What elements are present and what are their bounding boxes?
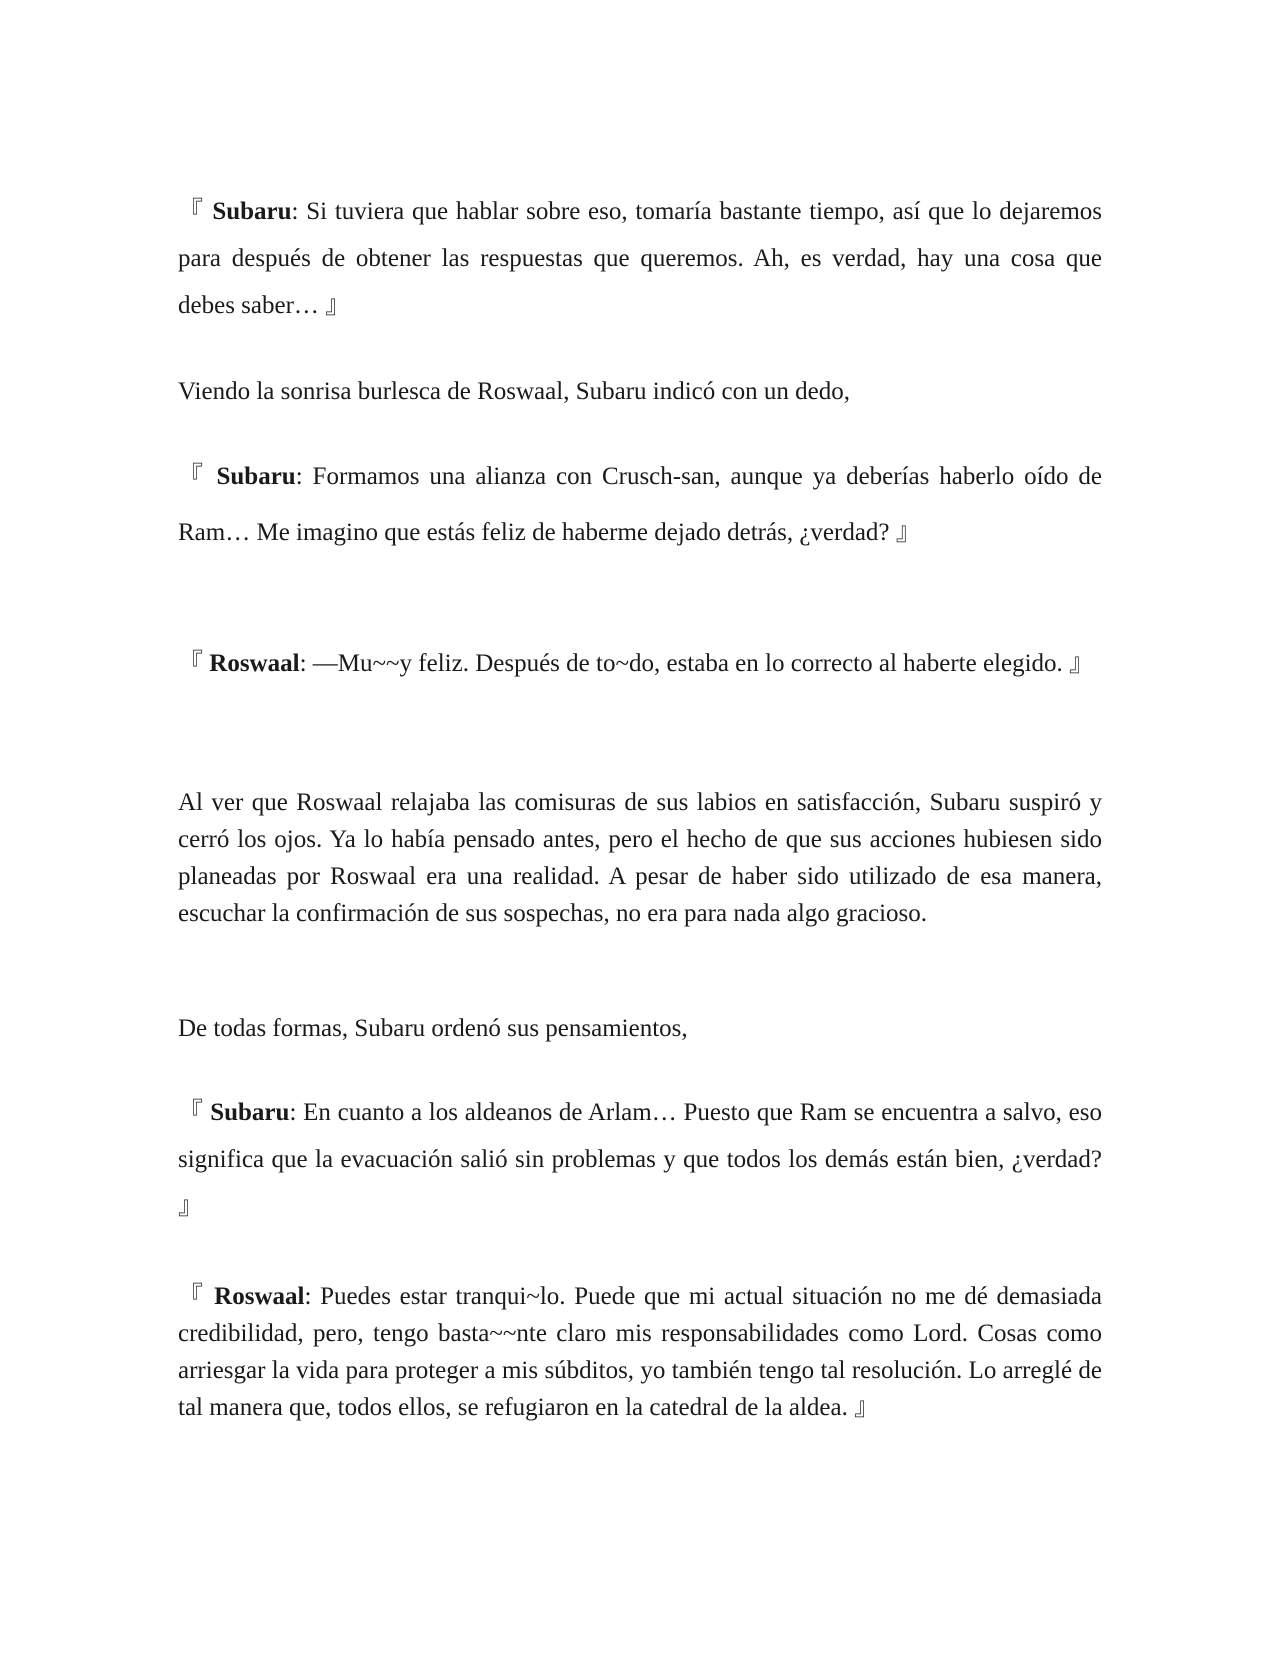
close-quote-bracket: 』: [895, 519, 921, 546]
dialogue-text: : En cuanto a los aldeanos de Arlam… Puesto que Ram se encuentra a salvo, eso significa que la evacuación salió sin problemas y que todos los demás están bien, ¿verdad?: [178, 1099, 1102, 1173]
dialogue-paragraph: [178, 1278, 1102, 1426]
close-quote-bracket: 』: [1069, 650, 1095, 677]
dialogue-paragraph: [178, 636, 1102, 692]
narration-text: Viendo la sonrisa burlesca de Roswaal, Subaru indicó con un dedo,: [178, 378, 850, 405]
speaker-name: Roswaal: [214, 1283, 305, 1310]
dialogue-paragraph: [178, 1089, 1102, 1230]
close-quote-bracket: 』: [854, 1394, 880, 1421]
open-quote-bracket: 『: [178, 1283, 206, 1310]
dialogue-text: : —Mu~~y feliz. Después de to~do, estaba en lo correcto al haberte elegido.: [299, 650, 1070, 677]
speaker-name: Subaru: [212, 198, 292, 225]
dialogue-paragraph: [178, 449, 1102, 561]
speaker-name: Subaru: [210, 1099, 290, 1126]
open-quote-bracket: 『: [178, 198, 205, 225]
speaker-name: Roswaal: [209, 650, 300, 677]
open-quote-bracket: 『: [178, 1099, 204, 1126]
narration-paragraph: [178, 784, 1102, 932]
dialogue-text: : Formamos una alianza con Crusch-san, aunque ya deberías haberlo oído de Ram… Me imagino que estás feliz de haberme dejado detrás, ¿verdad?: [178, 463, 1102, 546]
close-quote-bracket: 』: [325, 292, 351, 319]
dialogue-text: : Puedes estar tranqui~lo. Puede que mi actual situación no me dé demasiada credibilidad, pero, tengo basta~~nte claro mis responsabilidades como Lord. Cosas como arriesgar la vida para proteger a mis súbditos, yo también tengo tal resolución. Lo arreglé de tal manera que, todos ellos, se refugiaron en la catedral de la aldea.: [178, 1283, 1102, 1421]
narration-paragraph: [178, 373, 1102, 410]
open-quote-bracket: 『: [178, 463, 207, 490]
dialogue-paragraph: [178, 188, 1102, 329]
open-quote-bracket: 『: [178, 650, 204, 677]
narration-paragraph: [178, 1010, 1102, 1047]
narration-text: De todas formas, Subaru ordenó sus pensamientos,: [178, 1015, 688, 1042]
dialogue-text: : Si tuviera que hablar sobre eso, tomaría bastante tiempo, así que lo dejaremos para después de obtener las respuestas que queremos. Ah, es verdad, hay una cosa que debes saber…: [178, 198, 1102, 319]
narration-text: Al ver que Roswaal relajaba las comisuras de sus labios en satisfacción, Subaru suspiró y cerró los ojos. Ya lo había pensado antes, pero el hecho de que sus acciones hubiesen sido planeadas por Roswaal era una realidad. A pesar de haber sido utilizado de esa manera, escuchar la confirmación de sus sospechas, no era para nada algo gracioso.: [178, 789, 1102, 927]
speaker-name: Subaru: [216, 463, 296, 490]
close-quote-bracket: 』: [178, 1193, 204, 1220]
